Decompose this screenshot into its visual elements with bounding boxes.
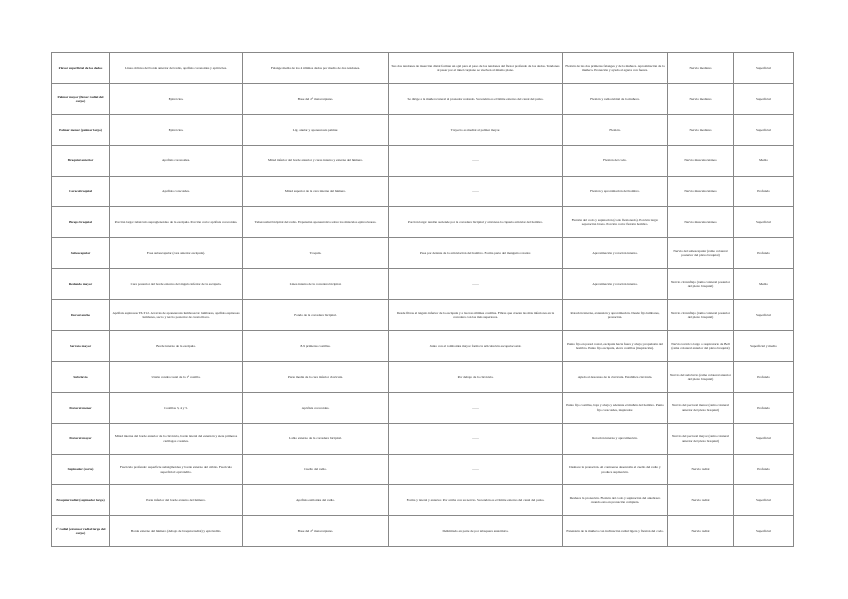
table-row bbox=[52, 176, 794, 207]
relations-cell: Delimitado en parte de por tabaquera anatómica. bbox=[389, 516, 563, 547]
relations-cell: Sus dos tendones de inserción distal forman un ojal para el paso de los tendones del flexor profundo de los dedos. Tendones al pasar por el túnel carpiano se vuelven al mismo plano. bbox=[389, 53, 563, 84]
plane-cell: Profundo bbox=[734, 392, 794, 423]
insertion-cell: Base del 2° metacarpiano. bbox=[243, 83, 389, 114]
origin-cell: Costillas 3, 4 y 5. bbox=[110, 392, 243, 423]
relations-cell: —— bbox=[389, 176, 563, 207]
plane-cell: Superficial bbox=[734, 516, 794, 547]
muscle-table bbox=[51, 52, 794, 547]
innervation-cell: Nervio musculocutáneo bbox=[668, 145, 734, 176]
action-cell: Aproximación y rotación interna. bbox=[563, 238, 668, 269]
insertion-cell: Labio externo de la corredera bicipital. bbox=[243, 423, 389, 454]
insertion-cell: Troquín. bbox=[243, 238, 389, 269]
action-cell: Rotación interna y aproximación. bbox=[563, 423, 668, 454]
innervation-cell: Nervio musculocutáneo bbox=[668, 207, 734, 238]
insertion-cell: Apófisis coracoides. bbox=[243, 392, 389, 423]
plane-cell: Superficial bbox=[734, 207, 794, 238]
insertion-cell: Cuello del radio. bbox=[243, 454, 389, 485]
innervation-cell: Nervio del pectoral mayor (rama colateral anterior del plexo braquial) bbox=[668, 423, 734, 454]
plane-cell: Medio bbox=[734, 145, 794, 176]
relations-cell: Se dirige a la muñeca lateral al pronador redondo. Su tendón es el límite externo del canal del pulso. bbox=[389, 83, 563, 114]
muscle-name-cell: Subescapular bbox=[52, 238, 110, 269]
muscle-name-cell: Coracobraquial bbox=[52, 176, 110, 207]
insertion-cell: Tuberosidad bicipital del radio. Expansión aponeurótica sobre los músculos epitrocleares. bbox=[243, 207, 389, 238]
plane-cell: Superficial bbox=[734, 485, 794, 516]
relations-cell: Trayecto es medial al palmar mayor. bbox=[389, 114, 563, 145]
action-cell: Flexión de las dos primeras falanges y de la muñeca. Aproximación de la muñeca. Pronación y ayuda al agarre con fuerza. bbox=[563, 53, 668, 84]
muscle-name-cell: Palmar mayor (flexor radial del carpo) bbox=[52, 83, 110, 114]
plane-cell: Superficial bbox=[734, 114, 794, 145]
muscle-name-cell: Subclavio bbox=[52, 361, 110, 392]
table-row bbox=[52, 423, 794, 454]
muscle-name-cell: Pectoral menor bbox=[52, 392, 110, 423]
action-cell: Deshace la pronación. Flexión del codo y supinación del antebrazo cuando esta en pronación completa. bbox=[563, 485, 668, 516]
plane-cell: Profundo bbox=[734, 454, 794, 485]
origin-cell: Borde interno de la escápula. bbox=[110, 331, 243, 362]
innervation-cell: Nervio del subclavio (rama colateral anterior del plexo braquial) bbox=[668, 361, 734, 392]
origin-cell: Epitróclea. bbox=[110, 114, 243, 145]
plane-cell: Profundo bbox=[734, 361, 794, 392]
action-cell: Flexión del codo y supinación (codo flexionado). Porción larga: separación brazo. Porción corta: flexión hombro. bbox=[563, 207, 668, 238]
table-row bbox=[52, 269, 794, 300]
plane-cell: Superficial y medio bbox=[734, 331, 794, 362]
action-cell: Flexión del codo. bbox=[563, 145, 668, 176]
innervation-cell: Nervio radial bbox=[668, 516, 734, 547]
innervation-cell: Nervio radial bbox=[668, 454, 734, 485]
table-row bbox=[52, 361, 794, 392]
relations-cell: —— bbox=[389, 423, 563, 454]
innervation-cell: Nervio del pectoral menor (rama colateral anterior del plexo braquial) bbox=[668, 392, 734, 423]
muscle-name-cell: Palmar menor (palmar largo) bbox=[52, 114, 110, 145]
origin-cell: Fosa subescapular (cara anterior escápula). bbox=[110, 238, 243, 269]
plane-cell: Profundo bbox=[734, 176, 794, 207]
muscle-name-cell: Flexor superficial de los dedos bbox=[52, 53, 110, 84]
table-row bbox=[52, 516, 794, 547]
action-cell: Extensión de la muñeca con inclinación radial ligera y flexión del codo. bbox=[563, 516, 668, 547]
origin-cell: Mitad interna del borde anterior de la clavícula, borde lateral del esternón y siete primeros cartílagos costales. bbox=[110, 423, 243, 454]
plane-cell: Superficial bbox=[734, 83, 794, 114]
action-cell: Aproximación y rotación interna. bbox=[563, 269, 668, 300]
action-cell: Punto fijo costillas, baja y abaja y adelante el muñón del hombro. Punto fijo coracoides, inspirador. bbox=[563, 392, 668, 423]
origin-cell: Porción larga: tubérculo supraglenoideo de la escápula. Porción corta: apófisis coracoides. bbox=[110, 207, 243, 238]
insertion-cell: Parte media de la cara inferior clavícula. bbox=[243, 361, 389, 392]
innervation-cell: Nervio circunflejo (rama colateral posterior del plexo braquial) bbox=[668, 269, 734, 300]
origin-cell: Parte inferior del borde externo del húmero. bbox=[110, 485, 243, 516]
insertion-cell: Mitad superior de la cara interna del húmero. bbox=[243, 176, 389, 207]
muscle-name-cell: Pectoral mayor bbox=[52, 423, 110, 454]
action-cell: Rotación interna, extensión y aproximación. Desde fijo lumbares, pronación. bbox=[563, 300, 668, 331]
innervation-cell: Nervio circunflejo (rama colateral posterior del plexo braquial) bbox=[668, 300, 734, 331]
table-row bbox=[52, 454, 794, 485]
relations-cell: Pasa por delante de la articulación del hombro. Forma parte del manguito rotador. bbox=[389, 238, 563, 269]
table-row bbox=[52, 392, 794, 423]
muscle-name-cell: Redondo mayor bbox=[52, 269, 110, 300]
origin-cell: Fascículo profundo: superficie subsigmoidea y borde externo del cúbito. Fascículo superficial: epicóndilo. bbox=[110, 454, 243, 485]
relations-cell: —— bbox=[389, 392, 563, 423]
muscle-name-cell: Braquial anterior bbox=[52, 145, 110, 176]
insertion-cell: 8-9 primeras costillas. bbox=[243, 331, 389, 362]
origin-cell: Línea oblicua del borde anterior del radio, apófisis coronoides y epitróclea. bbox=[110, 53, 243, 84]
muscle-name-cell: Serrato mayor bbox=[52, 331, 110, 362]
muscle-name-cell: Braquiorradial (supinador largo) bbox=[52, 485, 110, 516]
innervation-cell: Nervio del subescapular (ramo colateral posterior del plexo braquial) bbox=[668, 238, 734, 269]
origin-cell: Apófisis coronoides. bbox=[110, 145, 243, 176]
action-cell: Flexión y aproximación del hombro. bbox=[563, 176, 668, 207]
plane-cell: Superficial bbox=[734, 53, 794, 84]
relations-cell: Desde fibras al ángulo inferior de la escápula y a las tres últimas costillas. Fibras que cruzan las más inferiores en la corredera con las más superiores. bbox=[389, 300, 563, 331]
insertion-cell: Lig. anular y aponeurosis palmar. bbox=[243, 114, 389, 145]
innervation-cell: Nervio radial bbox=[668, 485, 734, 516]
innervation-cell: Nervio mediano bbox=[668, 53, 734, 84]
action-cell: Punto fijo en pared costal, escápula hacia fuera y abajo; propulsión del hombro. Punto fijo escápula, eleva costillas (inspiración). bbox=[563, 331, 668, 362]
muscle-name-cell: 1° radial (extensor radial largo del carpo) bbox=[52, 516, 110, 547]
insertion-cell: Línea interna de la corredera bicipital. bbox=[243, 269, 389, 300]
innervation-cell: Nervio mediano bbox=[668, 114, 734, 145]
relations-cell: Forma y lateral y anterior. Por arriba con su nervio. Su tendón es el límite externo del canal del pulso. bbox=[389, 485, 563, 516]
plane-cell: Superficial bbox=[734, 300, 794, 331]
table-row bbox=[52, 300, 794, 331]
table-row bbox=[52, 485, 794, 516]
relations-cell: —— bbox=[389, 269, 563, 300]
innervation-cell: Nervio torácico largo o respiratorio de Bell (rama colateral anterior del plexo braquial) bbox=[668, 331, 734, 362]
plane-cell: Profundo bbox=[734, 238, 794, 269]
innervation-cell: Nervio musculocutáneo bbox=[668, 176, 734, 207]
origin-cell: Apófisis espinosas T6-T12. A través de aponeurosis lumbosacra: lumbares, apófisis espinosas lumbares, sacro y tercio posterior de cresta iliaca. bbox=[110, 300, 243, 331]
origin-cell: Epitróclea. bbox=[110, 83, 243, 114]
insertion-cell: Fondo de la corredera bicipital. bbox=[243, 300, 389, 331]
relations-cell: —— bbox=[389, 145, 563, 176]
action-cell: Flexión y radiocubital de la muñeca. bbox=[563, 83, 668, 114]
origin-cell: Apófisis coracoides. bbox=[110, 176, 243, 207]
action-cell: Flexión. bbox=[563, 114, 668, 145]
insertion-cell: Falange media de los 4 últimos dedos por medio de dos tendones. bbox=[243, 53, 389, 84]
relations-cell: —— bbox=[389, 454, 563, 485]
muscle-name-cell: Dorsal ancho bbox=[52, 300, 110, 331]
relations-cell: Por debajo de la clavícula. bbox=[389, 361, 563, 392]
origin-cell: Unión condrocostal de la 1ª costilla. bbox=[110, 361, 243, 392]
origin-cell: Cara posterior del borde externo del ángulo inferior de la escápula. bbox=[110, 269, 243, 300]
muscle-table-body bbox=[52, 53, 794, 547]
muscle-name-cell: Supinador (corto) bbox=[52, 454, 110, 485]
insertion-cell: Apófisis estiloides del radio. bbox=[243, 485, 389, 516]
insertion-cell: Base del 2° metacarpiano. bbox=[243, 516, 389, 547]
table-row bbox=[52, 238, 794, 269]
table-row bbox=[52, 114, 794, 145]
action-cell: Deshace la pronación. Al contraerse desenrolla el cuello del radio y produce supinación. bbox=[563, 454, 668, 485]
table-row bbox=[52, 331, 794, 362]
origin-cell: Borde externo del húmero (debajo de braquiorradial) y epicóndilo. bbox=[110, 516, 243, 547]
plane-cell: Superficial bbox=[734, 423, 794, 454]
plane-cell: Medio bbox=[734, 269, 794, 300]
table-row bbox=[52, 83, 794, 114]
action-cell: Ayuda al descenso de la clavícula. Estabiliza clavícula. bbox=[563, 361, 668, 392]
innervation-cell: Nervio mediano bbox=[668, 83, 734, 114]
table-row bbox=[52, 207, 794, 238]
relations-cell: Porción larga: tendón asciende por la corredera bicipital y atraviesa la cápsula articular del hombro. bbox=[389, 207, 563, 238]
muscle-name-cell: Bíceps braquial bbox=[52, 207, 110, 238]
relations-cell: Junto con el romboides mayor forma la articulación escapulocostal. bbox=[389, 331, 563, 362]
insertion-cell: Mitad inferior del borde anterior y caras interna y externa del húmero. bbox=[243, 145, 389, 176]
table-row bbox=[52, 145, 794, 176]
table-row bbox=[52, 53, 794, 84]
